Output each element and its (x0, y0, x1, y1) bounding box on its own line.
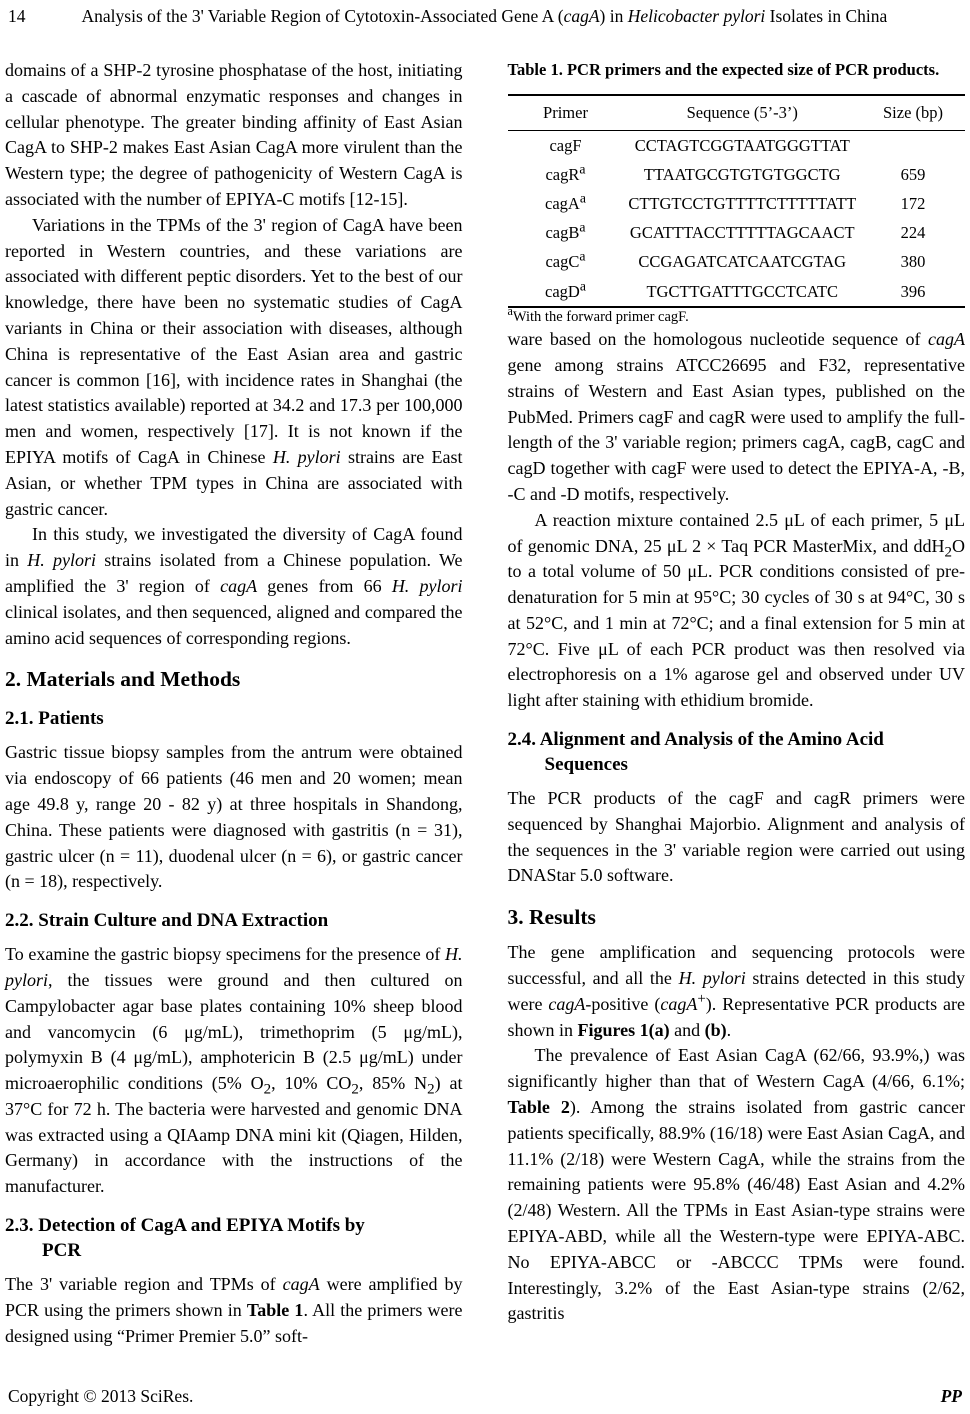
cell-primer: cagD$^a$ (545, 278, 586, 301)
running-title: Analysis of the 3' Variable Region of Cytotoxin-Associated Gene A (cagA) in Helicobacter pylori Isolates in China (81, 6, 888, 26)
paragraph-in-this-study: In this study, we investigated the diversity of CagA found in H. pylori strains isolated from a Chinese population. We amplified the 3' region of cagA genes from 66 H. pylori clinical isolates, and then sequenced, aligned and compared the amino acid sequences of corresponding regions. (5, 524, 463, 648)
table-row (508, 219, 966, 248)
table1-caption: Table 1. PCR primers and the expected size of PCR products. (507, 60, 940, 79)
cell-sequence: CCGAGATCATCAATCGTAG (638, 252, 847, 272)
two-column-body (5, 58, 965, 1349)
cell-size: 172 (900, 193, 926, 213)
paragraph-variations: Variations in the TPMs of the 3' region of CagA have been reported in Western countries, and these variations are associated with different peptic disorders. Yet to the best of our knowledge, there have been no systematic studies of CagA variants in China or their association with diseases, although China is representative of the East Asian area and gastric cancer is common [16], with incidence rates in Shanghai (the latest statistics available) reported at 34.2 and 17.3 per 100,000 men and women, respectively [17]. It is not known if the EPIYA motifs of CagA in Chinese H. pylori strains are East Asian, or whether TPM types in China are associated with gastric cancer. (5, 214, 463, 519)
page-footer (8, 1386, 962, 1406)
table-row (508, 277, 966, 307)
cell-primer: cagA$^a$ (545, 190, 586, 213)
cell-primer: cagR$^a$ (545, 161, 586, 184)
heading-strain-culture: 2.2. Strain Culture and DNA Extraction (5, 910, 329, 932)
table1-body (508, 131, 966, 308)
table1-pcr-primers (508, 94, 966, 308)
cell-sequence: CTTGTCCTGTTTTCTTTTTATT (628, 193, 857, 213)
copyright-notice: Copyright © 2013 SciRes. (8, 1386, 194, 1406)
table1-footnote: $^a$With the forward primer cagF. (507, 304, 689, 326)
cell-primer: cagF (549, 135, 582, 155)
cell-sequence: TTAATGCGTGTGTGGCTG (643, 164, 841, 184)
cell-size (861, 131, 965, 161)
heading-detection-pcr: 2.3. Detection of CagA and EPIYA Motifs by PCR (5, 1215, 365, 1262)
paragraph-gene-amplification: The gene amplification and sequencing protocols were successful, and all the H. pylori strains detected in this study were cagA-positive (cagA+). Representative PCR products are shown in Figures 1(a) and (b). (507, 942, 966, 1040)
column-header-size: Size (bp) (861, 95, 965, 131)
column-header-primer: Primer (508, 95, 624, 131)
paragraph-alignment-analysis: The PCR products of the cagF and cagR primers were sequenced by Shanghai Majorbio. Alignment and analysis of the sequences in the 3' variable region were carried out using DNAStar 5.0 software. (507, 788, 965, 886)
cell-size: 396 (900, 281, 926, 301)
left-column (5, 58, 463, 1349)
column-header-sequence: Sequence (5’-3’) (624, 95, 862, 131)
cell-sequence: GCATTTACCTTTTTAGCAACT (629, 223, 855, 243)
cell-size: 224 (900, 223, 926, 243)
heading-alignment-analysis: 2.4. Alignment and Analysis of the Amino Acid Sequences (507, 729, 884, 776)
paragraph-patients: Gastric tissue biopsy samples from the antrum were obtained via endoscopy of 66 patients (46 men and 20 women; mean age 49.8 y, range 20 - 82 y) at three hospitals in Shandong, China. These patients were diagnosed with gastritis (n = 31), gastric ulcer (n = 11), duodenal ulcer (n = 6), or gastric cancer (n = 18), respectively. (5, 742, 463, 892)
cell-sequence: CCTAGTCGGTAATGGGTTAT (634, 135, 850, 155)
table-row (508, 248, 966, 277)
table1-head (508, 95, 966, 131)
right-column (508, 58, 966, 1349)
table-row (508, 189, 966, 218)
paragraph-reaction-mixture: A reaction mixture contained 2.5 μL of each primer, 5 μL of genomic DNA, 25 μL 2 × Taq PCR MasterMix, and ddH$_2$O to a total volume of 50 μL. PCR conditions consisted of pre-denaturation for 5 min at 95°C; 30 cycles of 30 s at 94°C, 30 s at 52°C, and 1 min at 72°C; and a final extension for 5 min at 72°C. Five μL of each PCR product was then resolved via electrophoresis on a 1% agarose gel and observed under UV light after staining with ethidium bromide. (507, 509, 965, 711)
paragraph-strain-culture: To examine the gastric biopsy specimens for the presence of H. pylori, the tissues were ground and then cultured on Campylobacter agar base plates containing 10% sheep blood and vancomycin (6 μg/mL), trimethoprim (5 μg/mL), polymyxin B (4 μg/mL), amphotericin B (2.5 μg/mL) under microaerophilic conditions (5% $O_2$, 10% $CO_2$, 85% $N_2$) at 37°C for 72 h. The bacteria were harvested and genomic DNA was extracted using a QIAamp DNA mini kit (Qiagen, Hilden, Germany) in accordance with the instructions of the manufacturer. (5, 944, 463, 1197)
page-number: 14 (8, 6, 26, 26)
heading-results: 3. Results (507, 905, 596, 930)
page-header (8, 6, 962, 26)
cell-primer: cagB$^a$ (545, 219, 586, 243)
paragraph-domains: domains of a SHP-2 tyrosine phosphatase of the host, initiating a cascade of abnormal enzymatic responses and changes in cellular phenotype. The greater binding affinity of East Asian CagA to SHP-2 makes East Asian CagA more virulent than the Western type; the degree of pathogenicity of Western CagA is associated with the number of EPIYA-C motifs [12-15]. (5, 60, 463, 209)
paragraph-ware-based: ware based on the homologous nucleotide sequence of cagA gene among strains ATCC26695 and F32, representative strains of Western and East Asian types, published on the PubMed. Primers cagF and cagR were used to amplify the full-length of the 3' variable region; primers cagA, cagB, cagC and cagD together with cagF were used to detect the EPIYA-A, -B, -C and -D motifs, respectively. (507, 329, 965, 504)
cell-size: 380 (900, 252, 926, 272)
cell-sequence: TGCTTGATTTGCCTCATC (646, 281, 839, 301)
cell-size: 659 (900, 164, 926, 184)
heading-materials-and-methods: 2. Materials and Methods (5, 667, 241, 692)
table-header-row (508, 95, 966, 131)
table-row (508, 160, 966, 189)
journal-code: PP (940, 1386, 962, 1406)
cell-primer: cagC$^a$ (545, 248, 586, 272)
paragraph-detection-pcr: The 3' variable region and TPMs of cagA were amplified by PCR using the primers shown in Table 1. All the primers were designed using “Primer Premier 5.0” soft- (5, 1274, 463, 1346)
paragraph-prevalence: The prevalence of East Asian CagA (62/66, 93.9%,) was significantly higher than that of Western CagA (4/66, 6.1%; Table 2). Among the strains isolated from gastric cancer patients specifically, 88.9% (16/18) were East Asian CagA, and 11.1% (2/18) were Western CagA, while the strains from the remaining patients were 95.8% (46/48) East Asian and 4.2% (2/48) Western. All the TPMs in East Asian-type strains were EPIYA-ABD, while all the Western-type were EPIYA-ABC. No EPIYA-ABCC or -ABCCC TPMs were found. Interestingly, 3.2% of the East Asian-type strains (2/62, gastritis (507, 1045, 965, 1324)
heading-patients: 2.1. Patients (5, 708, 104, 730)
table-row (508, 131, 966, 161)
